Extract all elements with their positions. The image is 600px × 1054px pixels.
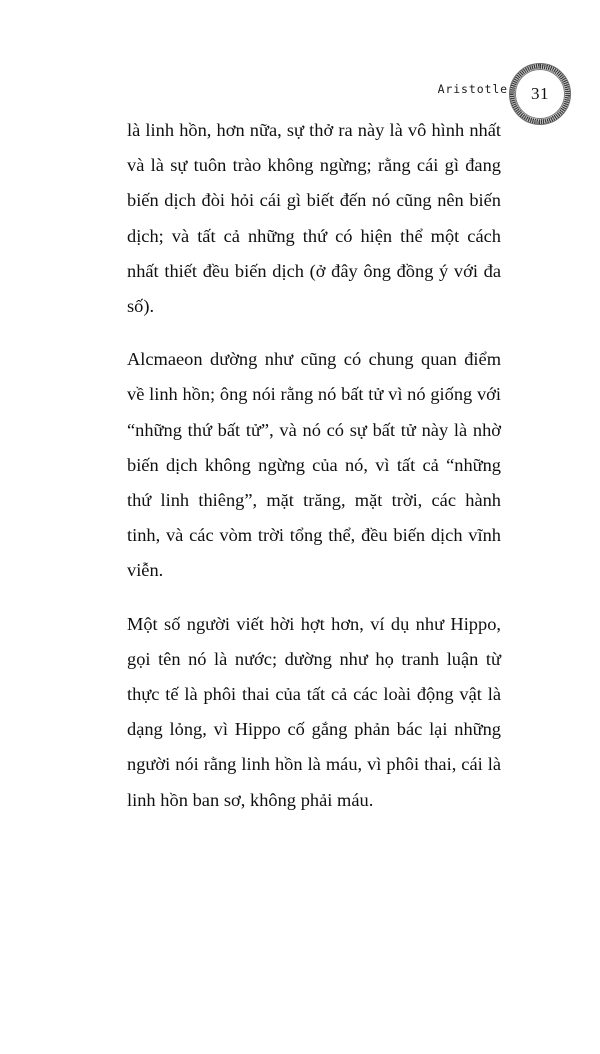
running-header-title: Aristotle — [437, 82, 508, 96]
paragraph: Alcmaeon dường như cũng có chung quan điểm về linh hồn; ông nói rằng nó bất tử vì nó giống với “những thứ bất tử”, và nó có sự bất tử này là nhờ biến dịch không ngừng của nó, vì tất cả “những thứ linh thiêng”, mặt trăng, mặt trời, các hành tinh, và các vòm trời tổng thể, đều biến dịch vĩnh viễn. — [127, 349, 501, 581]
paragraph: là linh hồn, hơn nữa, sự thở ra này là vô hình nhất và là sự tuôn trào không ngừng; rằng cái gì đang biến dịch đòi hỏi cái gì biết đến nó cũng nên biến dịch; và tất cả những thứ có hiện thể một cách nhất thiết đều biến dịch (ở đây ông đồng ý với đa số). — [127, 120, 501, 317]
paragraph: Một số người viết hời hợt hơn, ví dụ như Hippo, gọi tên nó là nước; dường như họ tranh luận từ thực tế là phôi thai của tất cả các loài động vật là dạng lỏng, vì Hippo cố gắng phản bác lại những người nói rằng linh hồn là máu, vì phôi thai, cái là linh hồn ban sơ, không phải máu. — [127, 613, 501, 810]
page-number: 31 — [531, 83, 549, 103]
page-number-medallion — [509, 63, 571, 125]
body-text-column — [127, 113, 501, 818]
